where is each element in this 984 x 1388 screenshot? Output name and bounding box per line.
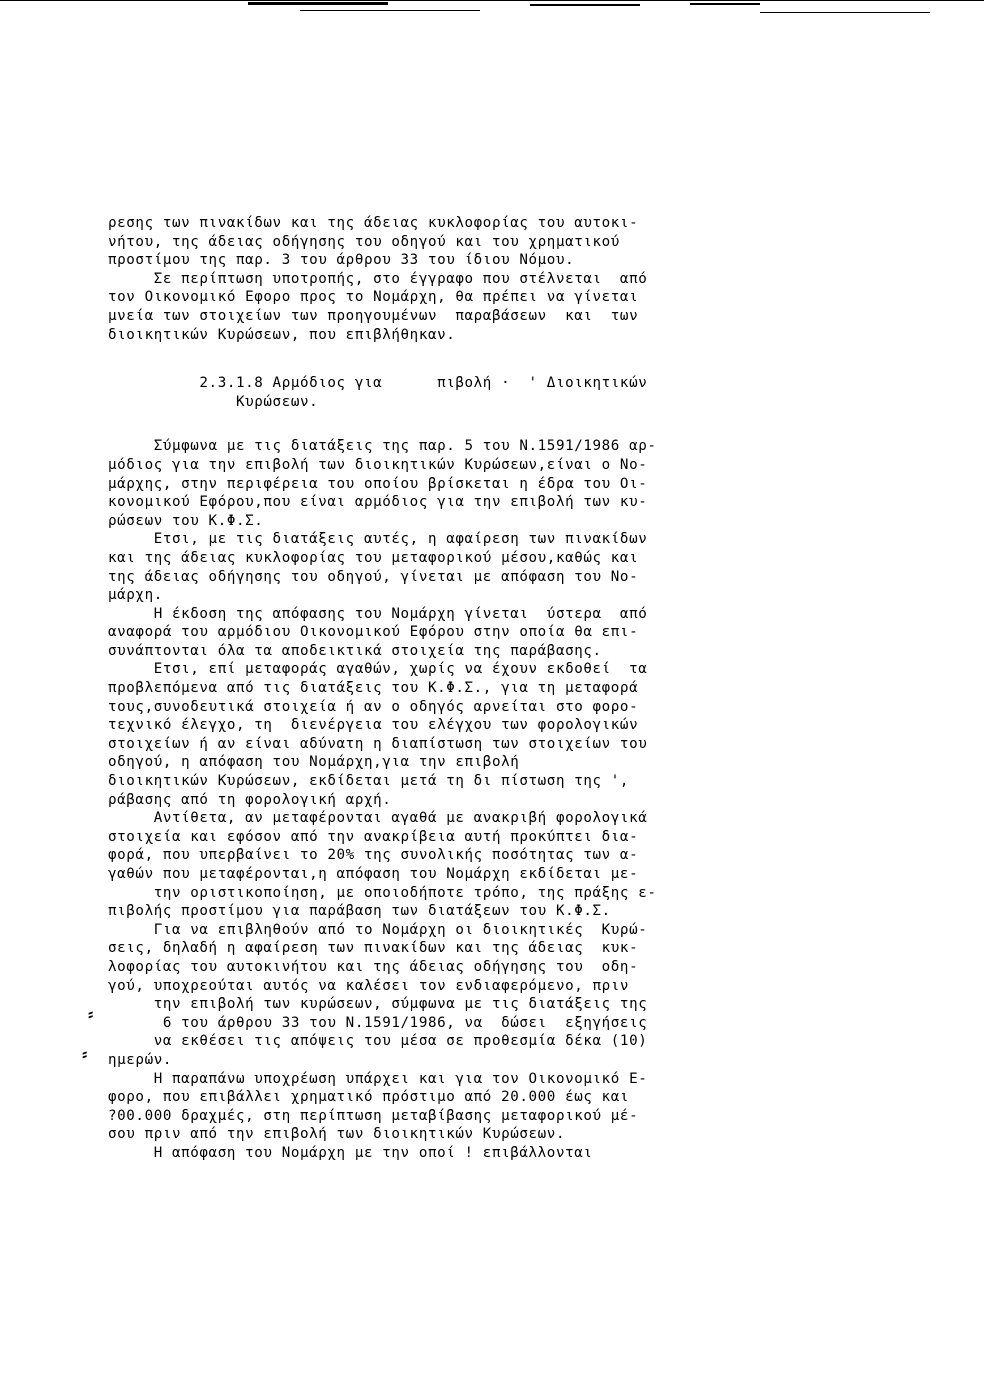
scan-bar: [690, 3, 760, 5]
text-line: ?00.000 δραχμές, στη περίπτωση μεταβίβασης μεταφορικού μέ-: [108, 1107, 639, 1124]
text-line: κονομικού Εφόρου,που είναι αρμόδιος για την επιβολή των κυ-: [108, 494, 648, 511]
text-line: ρεσης των πινακίδων και της άδειας κυκλοφορίας του αυτοκι-: [108, 215, 639, 231]
heading-line: 2.3.1.8 Αρμόδιος για πιβολή · ' Διοικητικών: [108, 375, 648, 392]
scan-bar: [530, 4, 640, 6]
spacer: [108, 411, 828, 437]
text-line: Η έκδοση της απόφασης του Νομάρχη γίνεται ύστερα από: [108, 605, 648, 622]
text-line: μάρχη.: [108, 587, 163, 604]
text-line: Ετσι, με τις διατάξεις αυτές, η αφαίρεση των πινακίδων: [108, 531, 648, 548]
scan-artifact-top: [0, 0, 984, 14]
text-line: Η απόφαση του Νομάρχη με την οποί ! επιβάλλονται: [108, 1144, 593, 1161]
text-line: νήτου, της άδειας οδήγησης του οδηγού και του χρηματικού: [108, 233, 620, 250]
text-line: της άδειας οδήγησης του οδηγού, γίνεται με απόφαση του Νο-: [108, 568, 639, 585]
text-line: τον Οικονομικό Εφορο προς το Νομάρχη, θα πρέπει να γίνεται: [108, 289, 639, 306]
paragraph-continuation: [108, 214, 828, 344]
text-line: σου πριν από την επιβολή των διοικητικών Κυρώσεων.: [108, 1126, 566, 1143]
text-line: ράβασης από τη φορολογική αρχή.: [108, 791, 392, 808]
text-line: προβλεπόμενα από τις διατάξεις του Κ.Φ.Σ., για τη μεταφορά: [108, 680, 639, 697]
text-line: Σε περίπτωση υποτροπής, στο έγγραφο που στέλνεται από: [108, 270, 648, 287]
text-line: στοιχεία και εφόσον από την ανακρίβεια αυτή προκύπτει δια-: [108, 828, 639, 845]
text-line: πιβολής προστίμου για παράβαση των διατάξεων του Κ.Φ.Σ.: [108, 903, 611, 920]
text-line: οδηγού, η απόφαση του Νομάρχη,για την επιβολή: [108, 754, 520, 771]
margin-scan-mark: ⸗: [82, 1044, 88, 1063]
text-line: σεις, δηλαδή η αφαίρεση των πινακίδων και της άδειας κυκ-: [108, 940, 639, 957]
text-line: γού, υποχρεούται αυτός να καλέσει τον ενδιαφερόμενο, πριν: [108, 977, 630, 994]
heading-line: Κυρώσεων.: [108, 393, 319, 410]
text-line: μνεία των στοιχείων των προηγουμένων παραβάσεων και των: [108, 307, 639, 324]
scan-bar: [248, 2, 388, 5]
scan-line: [760, 12, 930, 13]
text-line: μόδιος για την επιβολή των διοικητικών Κυρώσεων,είναι ο Νο-: [108, 456, 648, 473]
section-body: [108, 437, 828, 1162]
section-heading: [108, 374, 828, 411]
scan-line: [0, 0, 984, 1]
text-line: αναφορά του αρμόδιου Οικονομικού Εφόρου στην οποία θα επι-: [108, 624, 639, 641]
text-line: γαθών που μεταφέρονται,η απόφαση του Νομάρχη εκδίδεται με-: [108, 866, 639, 882]
spacer: [108, 344, 828, 374]
text-line: μάρχης, στην περιφέρεια του οποίου βρίσκεται η έδρα του Οι-: [108, 475, 648, 492]
text-line: και της άδειας κυκλοφορίας του μεταφορικού μέσου,καθώς και: [108, 549, 639, 566]
text-line: τεχνικό έλεγχο, τη διενέργεια του ελέγχου των φορολογικών: [108, 717, 639, 734]
text-line: να εκθέσει τις απόψεις του μέσα σε προθεσμία δέκα (10): [108, 1033, 648, 1050]
text-line: στοιχείων ή αν είναι αδύνατη η διαπίστωση των στοιχείων του: [108, 735, 648, 752]
text-line: Αντίθετα, αν μεταφέρονται αγαθά με ανακριβή φορολογικά: [108, 810, 648, 827]
text-line: προστίμου της παρ. 3 του άρθρου 33 του ίδιου Νόμου.: [108, 252, 575, 269]
document-page: [108, 214, 828, 1163]
text-line: φορο, που επιβάλλει χρηματικό πρόστιμο από 20.000 έως και: [108, 1089, 630, 1106]
text-line: Για να επιβληθούν από το Νομάρχη οι διοικητικές Κυρώ-: [108, 921, 648, 938]
text-line: Σύμφωνα με τις διατάξεις της παρ. 5 του Ν.1591/1986 αρ-: [108, 438, 657, 455]
text-line: 6 του άρθρου 33 του Ν.1591/1986, να δώσει εξηγήσεις: [108, 1014, 648, 1031]
text-line: συνάπτονται όλα τα αποδεικτικά στοιχεία της παράβασης.: [108, 642, 602, 659]
text-line: διοικητικών Κυρώσεων, εκδίδεται μετά τη δι πίστωση της ',: [108, 773, 630, 790]
text-line: την επιβολή των κυρώσεων, σύμφωνα με τις διατάξεις της: [108, 996, 648, 1013]
text-line: διοικητικών Κυρώσεων, που επιβλήθηκαν.: [108, 326, 456, 343]
text-line: φορά, που υπερβαίνει το 20% της συνολικής ποσότητας των α-: [108, 847, 639, 864]
text-line: ημερών.: [108, 1051, 172, 1068]
text-line: την οριστικοποίηση, με οποιοδήποτε τρόπο, της πράξης ε-: [108, 884, 657, 901]
text-line: Η παραπάνω υποχρέωση υπάρχει και για τον Οικονομικό Ε-: [108, 1070, 648, 1087]
text-line: Ετσι, επί μεταφοράς αγαθών, χωρίς να έχουν εκδοθεί τα: [108, 661, 648, 678]
margin-scan-mark: ⸗: [88, 1004, 94, 1023]
text-line: λοφορίας του αυτοκινήτου και της άδειας οδήγησης του οδη-: [108, 958, 639, 975]
scan-line: [300, 10, 480, 11]
text-line: ρώσεων του Κ.Φ.Σ.: [108, 512, 264, 529]
text-line: τους,συνοδευτικά στοιχεία ή αν ο οδηγός αρνείται στο φορο-: [108, 698, 639, 715]
